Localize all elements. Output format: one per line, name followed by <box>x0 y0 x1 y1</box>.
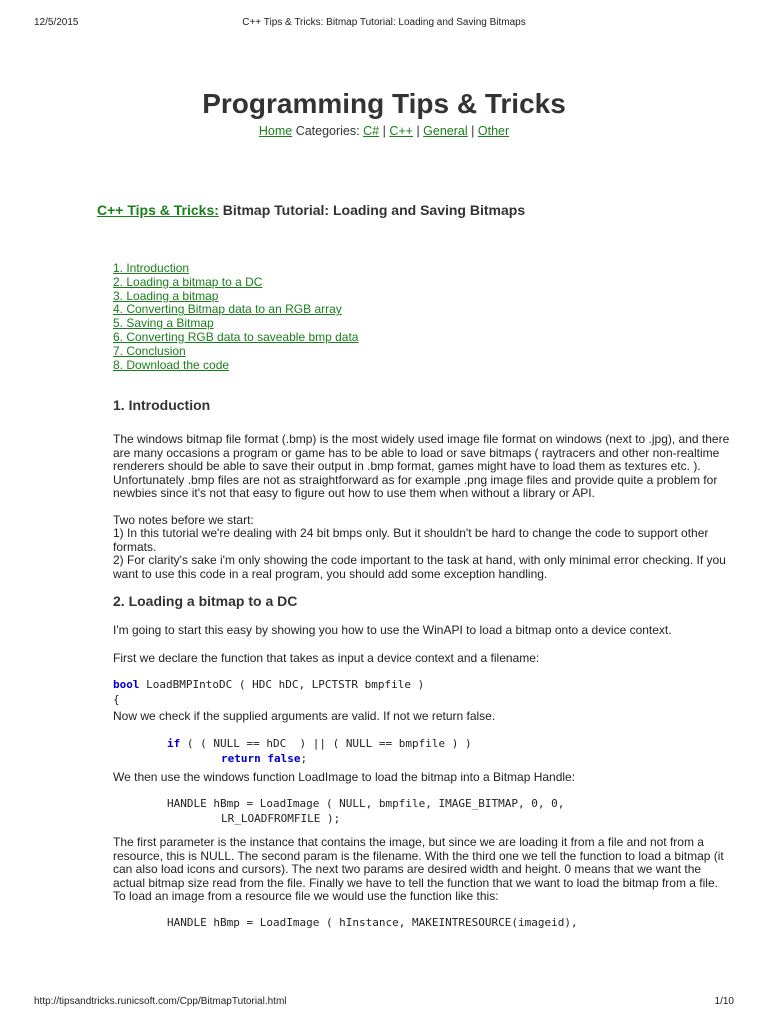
toc-link-loading-to-dc[interactable]: 2. Loading a bitmap to a DC <box>113 274 263 289</box>
nav-home-link[interactable]: Home <box>258 124 293 138</box>
print-header <box>34 17 734 31</box>
dc-paragraph: First we declare the function that takes as input a device context and a filename: <box>113 650 540 665</box>
article-content <box>113 396 733 930</box>
intro-paragraph: Unfortunately .bmp files are not as straightforward as for example .png image files and provide quite a problem for newbies since it's not that easy to figure out how to use them when without a library or API. <box>113 472 718 500</box>
note-item: 1) In this tutorial we're dealing with 24 bit bmps only. But it shouldn't be hard to change the code to support other formats. <box>113 526 709 554</box>
code-block <box>113 915 733 930</box>
nav-separator: | <box>382 124 386 138</box>
intro-paragraph: The windows bitmap file format (.bmp) is the most widely used image file format on windows (next to .jpg), and there are many occasions a program or game has to be able to load or save bitmaps ( raytracers and other non-realtime renderers should be able to save their output in .bmp format, games might have to load them as textures etc. ). <box>113 432 730 473</box>
article-title: Bitmap Tutorial: Loading and Saving Bitmaps <box>222 202 526 218</box>
code-text: HANDLE hBmp = LoadImage ( hInstance, MAKEINTRESOURCE(imageid), <box>167 915 578 929</box>
code-keyword: bool <box>113 678 140 691</box>
print-page-title: C++ Tips & Tricks: Bitmap Tutorial: Loading and Saving Bitmaps <box>242 17 526 28</box>
nav-separator: | <box>471 124 475 138</box>
toc-link-download[interactable]: 8. Download the code <box>113 357 230 372</box>
table-of-contents <box>113 262 358 372</box>
code-text: ( ( NULL == hDC ) || ( NULL == bmpfile ) ) <box>180 736 472 750</box>
dc-paragraph: The first parameter is the instance that contains the image, but since we are loading it from a file and not from a resource, this is NULL. The second param is the filename. With the third one we tell the function to load a bitmap (it can also load icons and cursors). The next two params are desired width and height. 0 means that we want the actual bitmap size read from the file. Finally we have to tell the function that we want to load the bitmap from a file. To load an image from a resource file we would use the function like this: <box>113 835 724 903</box>
code-text: HANDLE hBmp = LoadImage ( NULL, bmpfile, IMAGE_BITMAP, 0, 0, <box>167 797 565 810</box>
article-heading <box>97 202 525 218</box>
code-text: ; <box>300 751 308 765</box>
notes-heading: Two notes before we start: <box>113 512 254 527</box>
toc-link-saving-bitmap[interactable]: 5. Saving a Bitmap <box>113 316 214 331</box>
note-item: 2) For clarity's sake i'm only showing the code important to the task at hand, with only minimal error checking. If you want to use this code in a real program, you should add some exception handling. <box>113 553 726 581</box>
code-text: LR_LOADFROMFILE ); <box>221 812 341 825</box>
nav-separator: | <box>416 124 420 138</box>
code-text: LoadBMPIntoDC ( HDC hDC, LPCTSTR bmpfile ) <box>139 678 425 691</box>
toc-link-converting-rgb[interactable]: 4. Converting Bitmap data to an RGB array <box>113 302 342 317</box>
code-text: { <box>113 693 120 706</box>
print-date: 12/5/2015 <box>34 17 79 28</box>
toc-link-converting-saveable[interactable]: 6. Converting RGB data to saveable bmp data <box>113 329 359 344</box>
nav-cpp-link[interactable]: C++ <box>389 124 413 138</box>
print-url: http://tipsandtricks.runicsoft.com/Cpp/BitmapTutorial.html <box>34 996 287 1007</box>
toc-link-conclusion[interactable]: 7. Conclusion <box>113 343 186 358</box>
code-block <box>113 796 733 826</box>
toc-link-introduction[interactable]: 1. Introduction <box>113 261 190 275</box>
toc-link-loading-bitmap[interactable]: 3. Loading a bitmap <box>113 288 219 303</box>
nav-csharp-link[interactable]: C# <box>363 124 380 138</box>
nav-categories-label: Categories: <box>295 124 360 138</box>
code-block <box>113 677 733 707</box>
site-nav <box>0 124 768 138</box>
code-block <box>113 736 733 766</box>
nav-other-link[interactable]: Other <box>477 124 510 138</box>
dc-paragraph: I'm going to start this easy by showing you how to use the WinAPI to load a bitmap onto a device context. <box>113 623 672 637</box>
nav-general-link[interactable]: General <box>423 124 468 138</box>
code-keyword: return <box>221 751 261 765</box>
print-page-number: 1/10 <box>714 996 734 1007</box>
site-title: Programming Tips & Tricks <box>202 88 566 119</box>
category-link[interactable]: C++ Tips & Tricks: <box>97 202 219 218</box>
section-heading-introduction: 1. Introduction <box>113 397 211 413</box>
section-heading-loading-to-dc: 2. Loading a bitmap to a DC <box>113 593 298 609</box>
code-keyword: false <box>267 751 301 765</box>
dc-paragraph: Now we check if the supplied arguments are valid. If not we return false. <box>113 709 496 723</box>
print-footer <box>34 996 734 1010</box>
dc-paragraph: We then use the windows function LoadImage to load the bitmap into a Bitmap Handle: <box>113 769 576 784</box>
code-keyword: if <box>167 736 181 750</box>
